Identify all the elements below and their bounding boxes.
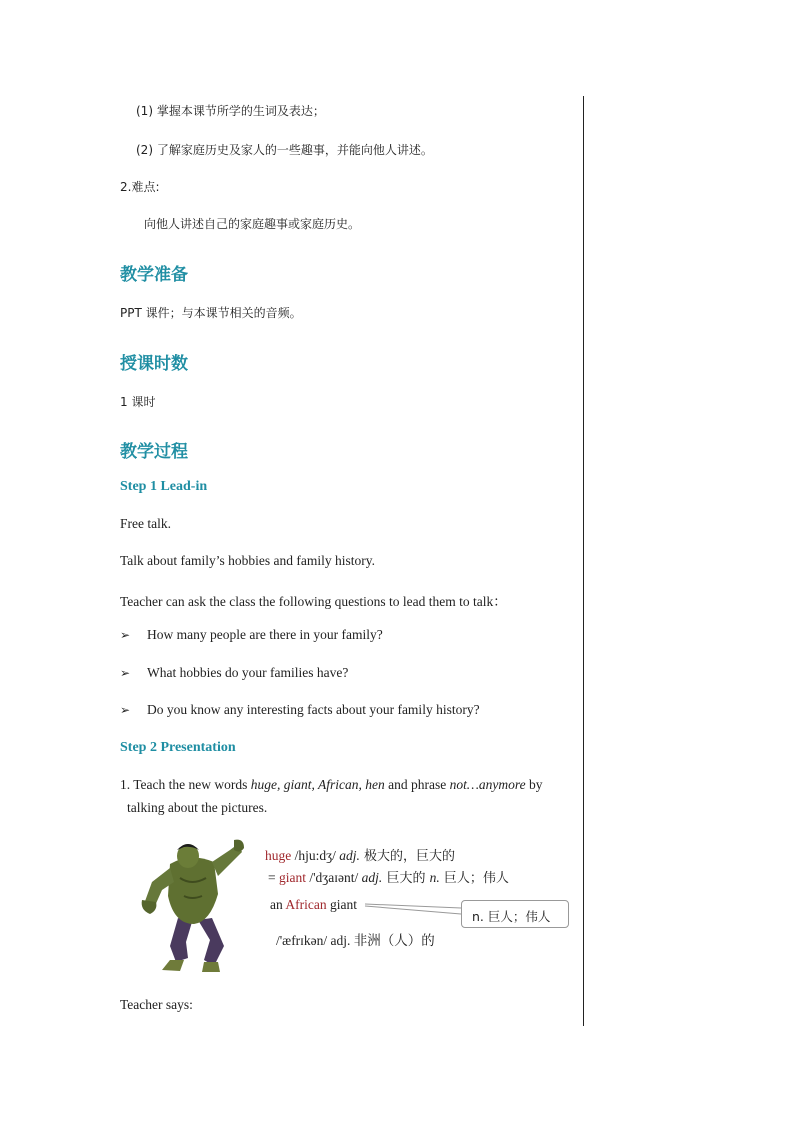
step1-line2: Talk about family’s hobbies and family history. <box>120 553 376 568</box>
bullet-arrow-icon: ➢ <box>120 666 131 680</box>
callout-pointer <box>365 898 465 918</box>
hulk-foot-left <box>162 960 184 971</box>
hulk-leg-left <box>170 918 192 962</box>
difficulty-content: 向他人讲述自己的家庭趣事或家庭历史。 <box>144 217 361 231</box>
hulk-picture <box>140 838 244 974</box>
vocab-giant-line: = giant /'dʒaɪənt/ adj. 巨大的 n. 巨人；伟人 <box>268 870 509 886</box>
step1-line3: Teacher can ask the class the following questions to lead them to talk： <box>120 594 507 609</box>
prep-heading: 教学准备 <box>120 265 188 285</box>
hulk-foot-right <box>202 962 220 972</box>
hulk-fist-left <box>142 900 157 914</box>
hours-heading: 授课时数 <box>120 354 188 374</box>
vocab-african-line: an African giant <box>270 897 357 912</box>
step1-line1: Free talk. <box>120 516 171 531</box>
difficulty-label: 2.难点: <box>120 180 160 194</box>
step2-paragraph-1-cont: talking about the pictures. <box>127 800 268 815</box>
hulk-torso <box>168 857 218 924</box>
callout-text: n. 巨人；伟人 <box>472 909 551 924</box>
vocab-huge-line: huge /hju:dʒ/ adj. 极大的，巨大的 <box>265 848 456 864</box>
teacher-says: Teacher says: <box>120 997 193 1012</box>
callout-box <box>461 900 569 928</box>
process-heading: 教学过程 <box>120 442 188 462</box>
bullet-arrow-icon: ➢ <box>120 703 131 717</box>
vocab-african-pron: /'æfrɪkən/ adj. 非洲（人）的 <box>276 933 435 948</box>
step1-heading: Step 1 Lead-in <box>120 479 208 494</box>
column-divider <box>583 96 584 1026</box>
step2-paragraph-1: 1. Teach the new words huge, giant, African, hen and phrase not…anymore by <box>120 777 543 792</box>
question-item: How many people are there in your family? <box>147 627 383 642</box>
hours-content: 1 课时 <box>120 395 156 409</box>
question-item: Do you know any interesting facts about your family history? <box>147 702 480 717</box>
hulk-leg-right <box>198 918 224 966</box>
prep-content: PPT 课件；与本课节相关的音频。 <box>120 306 302 320</box>
vocab-african-pron-clipped <box>270 928 570 948</box>
hulk-fist-right <box>234 840 244 852</box>
objective-item-2: (2) 了解家庭历史及家人的一些趣事，并能向他人讲述。 <box>136 143 433 157</box>
bullet-arrow-icon: ➢ <box>120 628 131 642</box>
objective-item-1: (1) 掌握本课节所学的生词及表达； <box>136 104 325 118</box>
question-item: What hobbies do your families have? <box>147 665 349 680</box>
step2-heading: Step 2 Presentation <box>120 740 236 755</box>
